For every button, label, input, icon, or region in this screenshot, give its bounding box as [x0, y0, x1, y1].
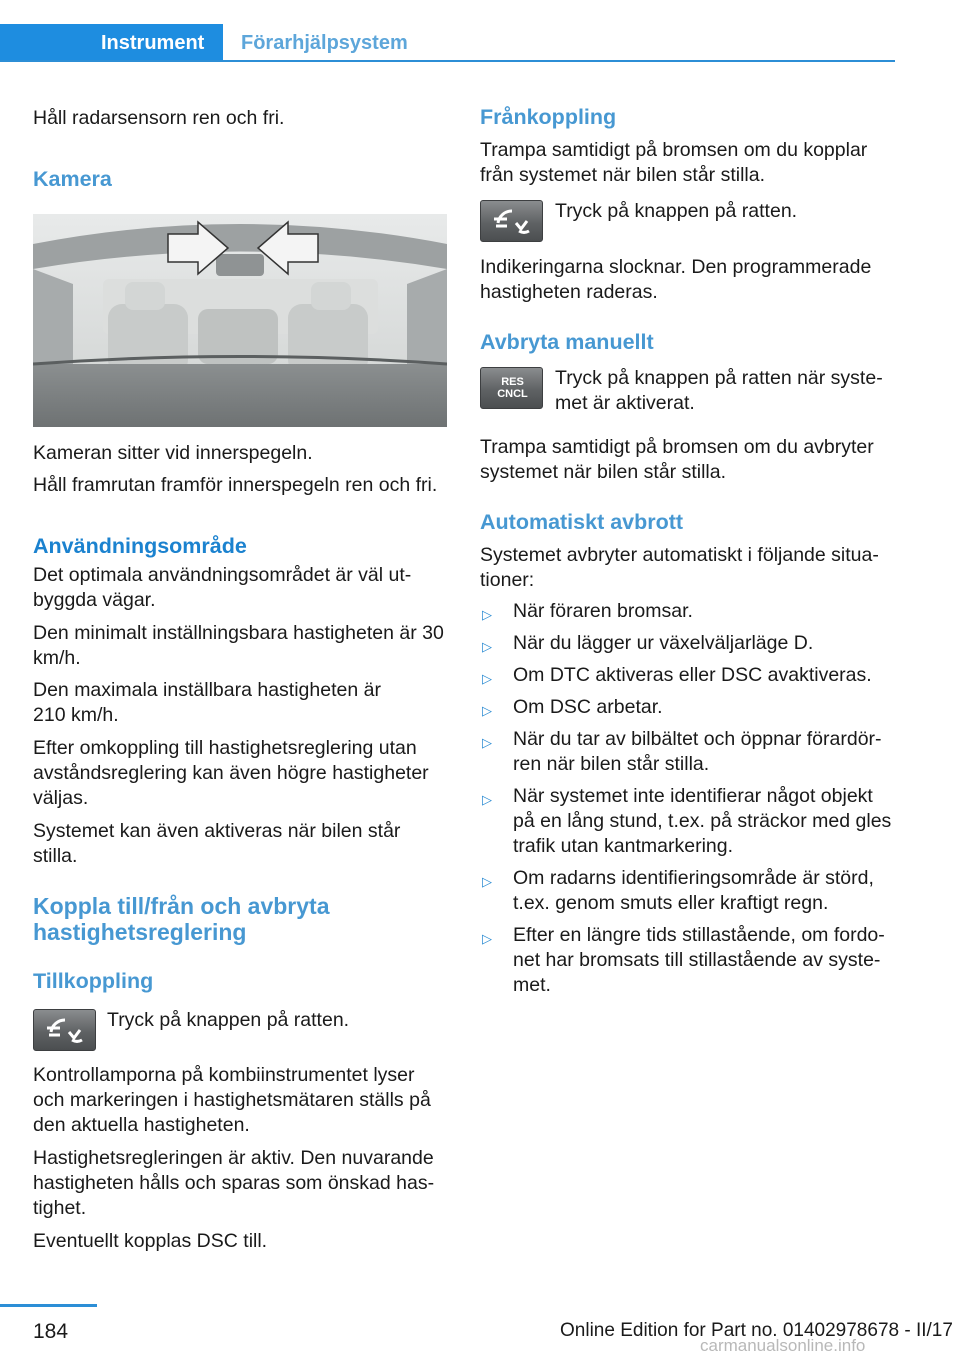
- on-button-instruction: Tryck på knappen på ratten.: [107, 1009, 350, 1031]
- page-number: 184: [33, 1320, 69, 1343]
- camera-caption-2: Håll framrutan framför innerspegeln ren och fri.: [33, 474, 438, 496]
- car-interior-illustration: [33, 214, 447, 427]
- list-item: ▷ Om DTC aktiveras eller DSC avaktiveras.: [482, 664, 872, 686]
- camera-heading: Kamera: [33, 167, 112, 191]
- camera-caption-1: Kameran sitter vid innerspegeln.: [33, 442, 313, 464]
- on-heading: Tillkoppling: [33, 969, 154, 993]
- usage-paragraph-2: Den minimalt inställningsbara hastigheten är 30 km/h.: [33, 622, 444, 669]
- edition-text: Online Edition for Part no. 01402978678 - II/17: [560, 1320, 953, 1341]
- list-item: ▷ När du tar av bilbältet och öppnar förardör-ren när bilen står stilla.: [482, 728, 882, 775]
- manual-heading: Avbryta manuellt: [480, 330, 654, 354]
- page-header: [0, 24, 895, 62]
- usage-paragraph-4: Efter omkoppling till hastighetsreglering utan avståndsreglering kan även högre hastigheter väljas.: [33, 737, 429, 809]
- cruise-control-icon: [34, 1010, 97, 1052]
- auto-intro: Systemet avbryter automatiskt i följande situa-tioner:: [480, 544, 879, 591]
- off-paragraph-1: Trampa samtidigt på bromsen om du kopplar från systemet när bilen står stilla.: [480, 139, 868, 186]
- list-item: ▷ Efter en längre tids stillastående, om fordo-net har bromsats till stillastående av syste-met.: [482, 924, 885, 996]
- list-item: ▷ Om radarns identifieringsområde är störd, t.ex. genom smuts eller kraftigt regn.: [482, 867, 874, 914]
- list-item: ▷ När du lägger ur växelväljarläge D.: [482, 632, 814, 654]
- triangle-bullet-icon: ▷: [482, 671, 492, 686]
- off-heading: Frånkoppling: [480, 105, 617, 129]
- triangle-bullet-icon: ▷: [482, 735, 492, 750]
- off-paragraph-2: Indikeringarna slocknar. Den programmerade hastigheten raderas.: [480, 256, 872, 303]
- cruise-control-icon: [481, 201, 544, 243]
- on-paragraph-1: Kontrollamporna på kombiinstrumentet lyser och markeringen i hastighetsmätaren ställs på den aktuella hastigheten.: [33, 1064, 431, 1136]
- tab-forarhjalpsystem[interactable]: Förarhjälpsystem: [241, 32, 408, 54]
- cruise-control-off-button-image: [480, 200, 543, 242]
- camera-interior-image: [33, 214, 447, 427]
- footer-rule: [0, 1304, 97, 1307]
- list-item: ▷ När systemet inte identifierar något objekt på en lång stund, t.ex. på sträckor med gles trafik utan kantmarkering.: [482, 785, 892, 857]
- triangle-bullet-icon: ▷: [482, 874, 492, 889]
- header-rule: [0, 60, 895, 62]
- off-button-instruction: Tryck på knappen på ratten.: [555, 200, 798, 222]
- section-heading: Koppla till/från och avbryta hastighetsreglering: [33, 893, 330, 945]
- intro-text: Håll radarsensorn ren och fri.: [33, 107, 285, 129]
- manual-button-instruction: Tryck på knappen på ratten när syste-met är aktiverat.: [555, 367, 883, 414]
- triangle-bullet-icon: ▷: [482, 792, 492, 807]
- triangle-bullet-icon: ▷: [482, 703, 492, 718]
- auto-cancel-list: [480, 599, 898, 1005]
- usage-heading: Användningsområde: [33, 534, 247, 558]
- manual-paragraph-1: Trampa samtidigt på bromsen om du avbryter systemet när bilen står stilla.: [480, 436, 874, 483]
- on-paragraph-3: Eventuellt kopplas DSC till.: [33, 1230, 268, 1252]
- triangle-bullet-icon: ▷: [482, 639, 492, 654]
- res-cncl-button-image: [480, 367, 543, 409]
- res-label: RES: [501, 376, 524, 388]
- triangle-bullet-icon: ▷: [482, 607, 492, 622]
- list-item: ▷ Om DSC arbetar.: [482, 696, 663, 718]
- cruise-control-button-image: [33, 1009, 96, 1051]
- usage-paragraph-5: Systemet kan även aktiveras när bilen står stilla.: [33, 820, 401, 867]
- triangle-bullet-icon: ▷: [482, 931, 492, 946]
- cncl-label: CNCL: [497, 388, 528, 400]
- usage-paragraph-1: Det optimala användningsområdet är väl ut-byggda vägar.: [33, 564, 412, 611]
- auto-heading: Automatiskt avbrott: [480, 510, 684, 534]
- list-item: ▷ När föraren bromsar.: [482, 600, 693, 622]
- watermark: carmanualsonline.info: [700, 1336, 866, 1355]
- on-paragraph-2: Hastighetsregleringen är aktiv. Den nuvarande hastigheten hålls och sparas som önskad has-tighet.: [33, 1147, 435, 1219]
- usage-paragraph-3: Den maximala inställbara hastigheten är 210 km/h.: [33, 679, 381, 726]
- tab-instrument[interactable]: Instrument: [0, 24, 223, 62]
